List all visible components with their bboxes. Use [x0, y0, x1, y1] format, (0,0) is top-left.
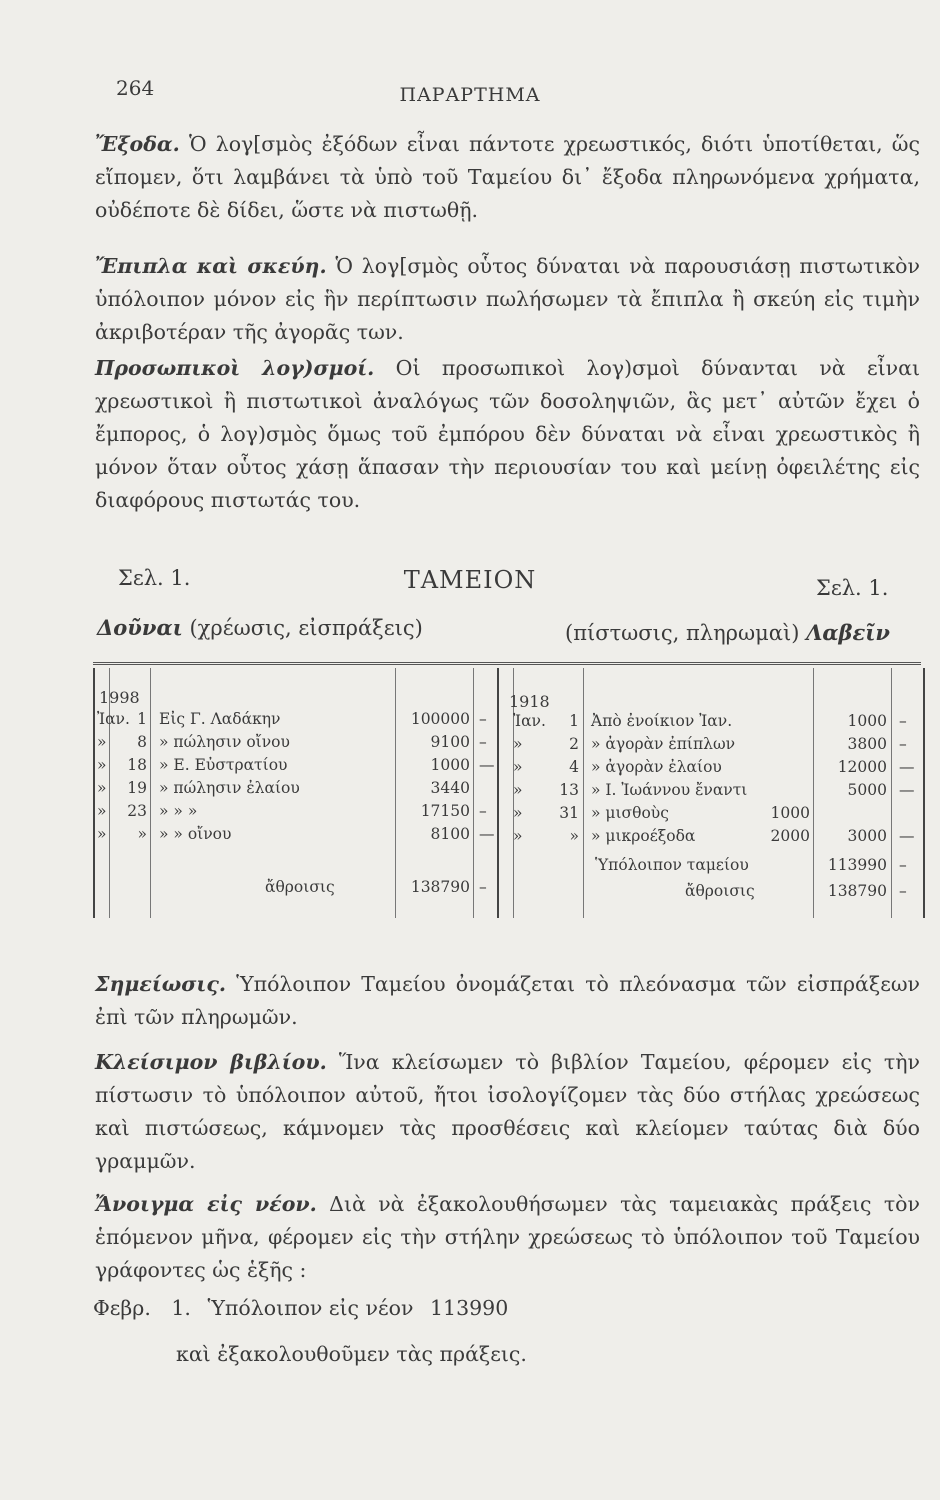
column-rule: [583, 668, 584, 918]
debit-row-month: »: [97, 733, 107, 751]
ledger-top-rule: [93, 662, 921, 665]
paragraph-text: Διὰ νὰ ἐξακολουθήσωμεν τὰς ταμειακὰς πράξεις τὸν ἑπόμενον μῆνα, φέρομεν εἰς τὴν στήλην χρεώσεως τὸ ὑπόλοιπον τοῦ Ταμείου γράφοντες ὡς ἑξῆς :: [95, 1192, 920, 1282]
debit-row-amount: 1000: [430, 756, 470, 774]
center-rule: [497, 668, 499, 918]
entry-continuation: καὶ ἐξακολουθοῦμεν τὰς πράξεις.: [176, 1342, 527, 1366]
credit-row-amount: 3800: [847, 735, 887, 753]
debit-row-dash: —: [479, 756, 495, 774]
credit-subheading: (πίστωσις, πληρωμαὶ): [565, 621, 807, 645]
entry-month: Φεβρ.: [93, 1296, 151, 1320]
paragraph-heading: Ἔξοδα.: [95, 132, 180, 156]
entry-text: Ὑπόλοιπον εἰς νέον: [207, 1296, 414, 1320]
debit-row-description: » » »: [159, 802, 198, 820]
debit-row-dash: –: [479, 733, 487, 751]
credit-row-amount: 1000: [847, 712, 887, 730]
debit-row-day: 8: [137, 733, 147, 751]
debit-row-day: »: [137, 825, 147, 843]
credit-row-month: »: [513, 804, 523, 822]
debit-row-description: » » οἴνου: [159, 825, 232, 843]
column-rule: [473, 668, 474, 918]
credit-row-day: 4: [569, 758, 579, 776]
paragraph-text: Οἱ προσωπικοὶ λογ)σμοὶ δύνανται νὰ εἶναι χρεωστικοὶ ἢ πιστωτικοὶ ἀναλόγως τῶν δοσοληψιῶν, ἃς μετ᾽ αὐτῶν ἔχει ὁ ἔμπορος, ὁ λογ)σμὸς ὅμως τοῦ ἐμπόρου δὲν δύναται νὰ εἶναι χρεωστικὸς ἢ μόνον ὅταν οὗτος χάσῃ ἅπασαν τὴν περιουσίαν του καὶ μείνῃ ὀφειλέτης εἰς διαφόρους πιστωτάς του.: [95, 356, 920, 512]
credit-total-dash: –: [899, 882, 907, 900]
credit-row-dash: –: [899, 712, 907, 730]
page-number: 264: [116, 76, 155, 100]
credit-row-day: 13: [559, 781, 579, 799]
credit-row-subamount: 2000: [770, 827, 810, 845]
credit-row-description: » ἀγορὰν ἐπίπλων: [591, 735, 736, 753]
credit-row-description: » μισθοὺς: [591, 804, 669, 822]
debit-row-amount: 3440: [430, 779, 470, 797]
debit-header: [97, 615, 423, 640]
credit-row-day: »: [569, 827, 579, 845]
credit-row-month: »: [513, 781, 523, 799]
debit-row-day: 19: [127, 779, 147, 797]
paragraph-heading: Ἄνοιγμα εἰς νέον.: [95, 1192, 317, 1216]
credit-heading: Λαβεῖν: [806, 620, 890, 645]
credit-header: [565, 620, 890, 645]
credit-total-amount: 138790: [827, 882, 887, 900]
credit-balance-dash: –: [899, 856, 907, 874]
credit-row-amount: 12000: [837, 758, 887, 776]
debit-heading: Δοῦναι: [97, 615, 183, 640]
debit-row-dash: —: [479, 825, 495, 843]
paragraph-heading: Σημείωσις.: [95, 972, 226, 996]
running-title: ΠΑΡΑΡΤΗΜΑ: [399, 84, 541, 106]
debit-row-month: »: [97, 779, 107, 797]
paragraph-text: Ἵνα κλείσωμεν τὸ βιβλίον Ταμείου, φέρομεν εἰς τὴν πίστωσιν τὸ ὑπόλοιπον αὐτοῦ, ἤτοι ἰσολογίζομεν τὰς δύο στήλας χρεώσεως καὶ πιστώσεως, κάμνομεν τὰς προσθέσεις καὶ κλείομεν ταύτας διὰ δύο γραμμῶν.: [95, 1050, 920, 1173]
credit-balance-label: Ὑπόλοιπον ταμείου: [595, 856, 749, 874]
entry-day: 1.: [171, 1296, 191, 1320]
paragraph-text: Ὑπόλοιπον Ταμείου ὀνομάζεται τὸ πλεόνασμα τῶν εἰσπράξεων ἐπὶ τῶν πληρωμῶν.: [95, 972, 920, 1029]
debit-row-month: »: [97, 802, 107, 820]
debit-row-month: »: [97, 825, 107, 843]
paragraph-heading: Κλείσιμον βιβλίου.: [95, 1050, 327, 1074]
paragraph-prosopikoi: [95, 352, 920, 517]
paragraph-simeiosis: [95, 968, 920, 1034]
paragraph-heading: Ἔπιπλα καὶ σκεύη.: [95, 254, 327, 278]
credit-row-month: »: [513, 827, 523, 845]
debit-row-amount: 8100: [430, 825, 470, 843]
debit-row-amount: 17150: [420, 802, 470, 820]
cash-ledger-table: [93, 668, 925, 918]
debit-row-description: » Ε. Εὐστρατίου: [159, 756, 288, 774]
credit-row-amount: 3000: [847, 827, 887, 845]
paragraph-heading: Προσωπικοὶ λογ)σμοί.: [95, 356, 375, 380]
ledger-title: ΤΑΜΕΙΟΝ: [403, 566, 537, 594]
debit-row-dash: –: [479, 710, 487, 728]
credit-row-month: »: [513, 735, 523, 753]
credit-row-day: 2: [569, 735, 579, 753]
ledger-page-right: Σελ. 1.: [816, 576, 889, 600]
credit-row-month: »: [513, 758, 523, 776]
credit-row-description: Ἀπὸ ἐνοίκιον Ἰαν.: [591, 712, 733, 730]
debit-subheading: (χρέωσις, εἰσπράξεις): [182, 616, 423, 640]
paragraph-text: Ὁ λογ[σμὸς ἐξόδων εἶναι πάντοτε χρεωστικός, διότι ὑποτίθεται, ὥς εἴπομεν, ὅτι λαμβάνει τὰ ὑπὸ τοῦ Ταμείου δι᾽ ἔξοδα πληρωνόμενα χρήματα, οὐδέποτε δὲ δίδει, ὥστε νὰ πιστωθῇ.: [95, 132, 920, 222]
paragraph-epipla: [95, 250, 920, 349]
credit-row-dash: –: [899, 735, 907, 753]
debit-row-description: » πώλησιν ἐλαίου: [159, 779, 300, 797]
debit-total-amount: 138790: [410, 878, 470, 896]
paragraph-anoigma: [95, 1188, 920, 1287]
credit-row-description: » ἀγορὰν ἐλαίου: [591, 758, 722, 776]
column-rule: [891, 668, 892, 918]
credit-row-dash: —: [899, 781, 915, 799]
debit-row-day: 23: [127, 802, 147, 820]
debit-row-amount: 9100: [430, 733, 470, 751]
paragraph-kleisimon: [95, 1046, 920, 1178]
ledger-page-left: Σελ. 1.: [118, 566, 191, 590]
credit-row-day: 31: [559, 804, 579, 822]
entry-amount: 113990: [429, 1296, 509, 1320]
debit-row-amount: 100000: [410, 710, 470, 728]
credit-year: 1918: [509, 692, 550, 711]
debit-row-month: Ἰαν.: [97, 710, 130, 728]
credit-row-description: » Ι. Ἰωάννου ἔναντι: [591, 781, 748, 799]
credit-row-dash: —: [899, 758, 915, 776]
credit-total-label: ἄθροισις: [685, 882, 755, 900]
debit-year: 1998: [99, 688, 140, 707]
credit-row-amount: 5000: [847, 781, 887, 799]
column-rule: [395, 668, 396, 918]
debit-row-day: 18: [127, 756, 147, 774]
credit-row-description: » μικροέξοδα: [591, 827, 696, 845]
column-rule: [150, 668, 151, 918]
debit-total-dash: –: [479, 878, 487, 896]
paragraph-text: Ὁ λογ[σμὸς οὗτος δύναται νὰ παρουσιάσῃ πιστωτικὸν ὑπόλοιπον μόνον εἰς ἣν περίπτωσιν πωλήσωμεν τὰ ἔπιπλα ἢ σκεύη εἰς τιμὴν ἀκριβοτέραν τῆς ἀγορᾶς των.: [95, 254, 920, 344]
debit-row-description: » πώλησιν οἴνου: [159, 733, 290, 751]
paragraph-exoda: [95, 128, 920, 227]
credit-balance-amount: 113990: [827, 856, 887, 874]
credit-row-subamount: 1000: [770, 804, 810, 822]
debit-total-label: ἄθροισις: [265, 878, 335, 896]
debit-row-month: »: [97, 756, 107, 774]
credit-row-dash: —: [899, 827, 915, 845]
debit-row-day: 1: [137, 710, 147, 728]
debit-row-description: Εἰς Γ. Λαδάκην: [159, 710, 281, 728]
credit-row-day: 1: [569, 712, 579, 730]
debit-row-dash: –: [479, 802, 487, 820]
credit-row-month: Ἰαν.: [513, 712, 546, 730]
column-rule: [813, 668, 814, 918]
new-balance-entry: [93, 1296, 508, 1320]
